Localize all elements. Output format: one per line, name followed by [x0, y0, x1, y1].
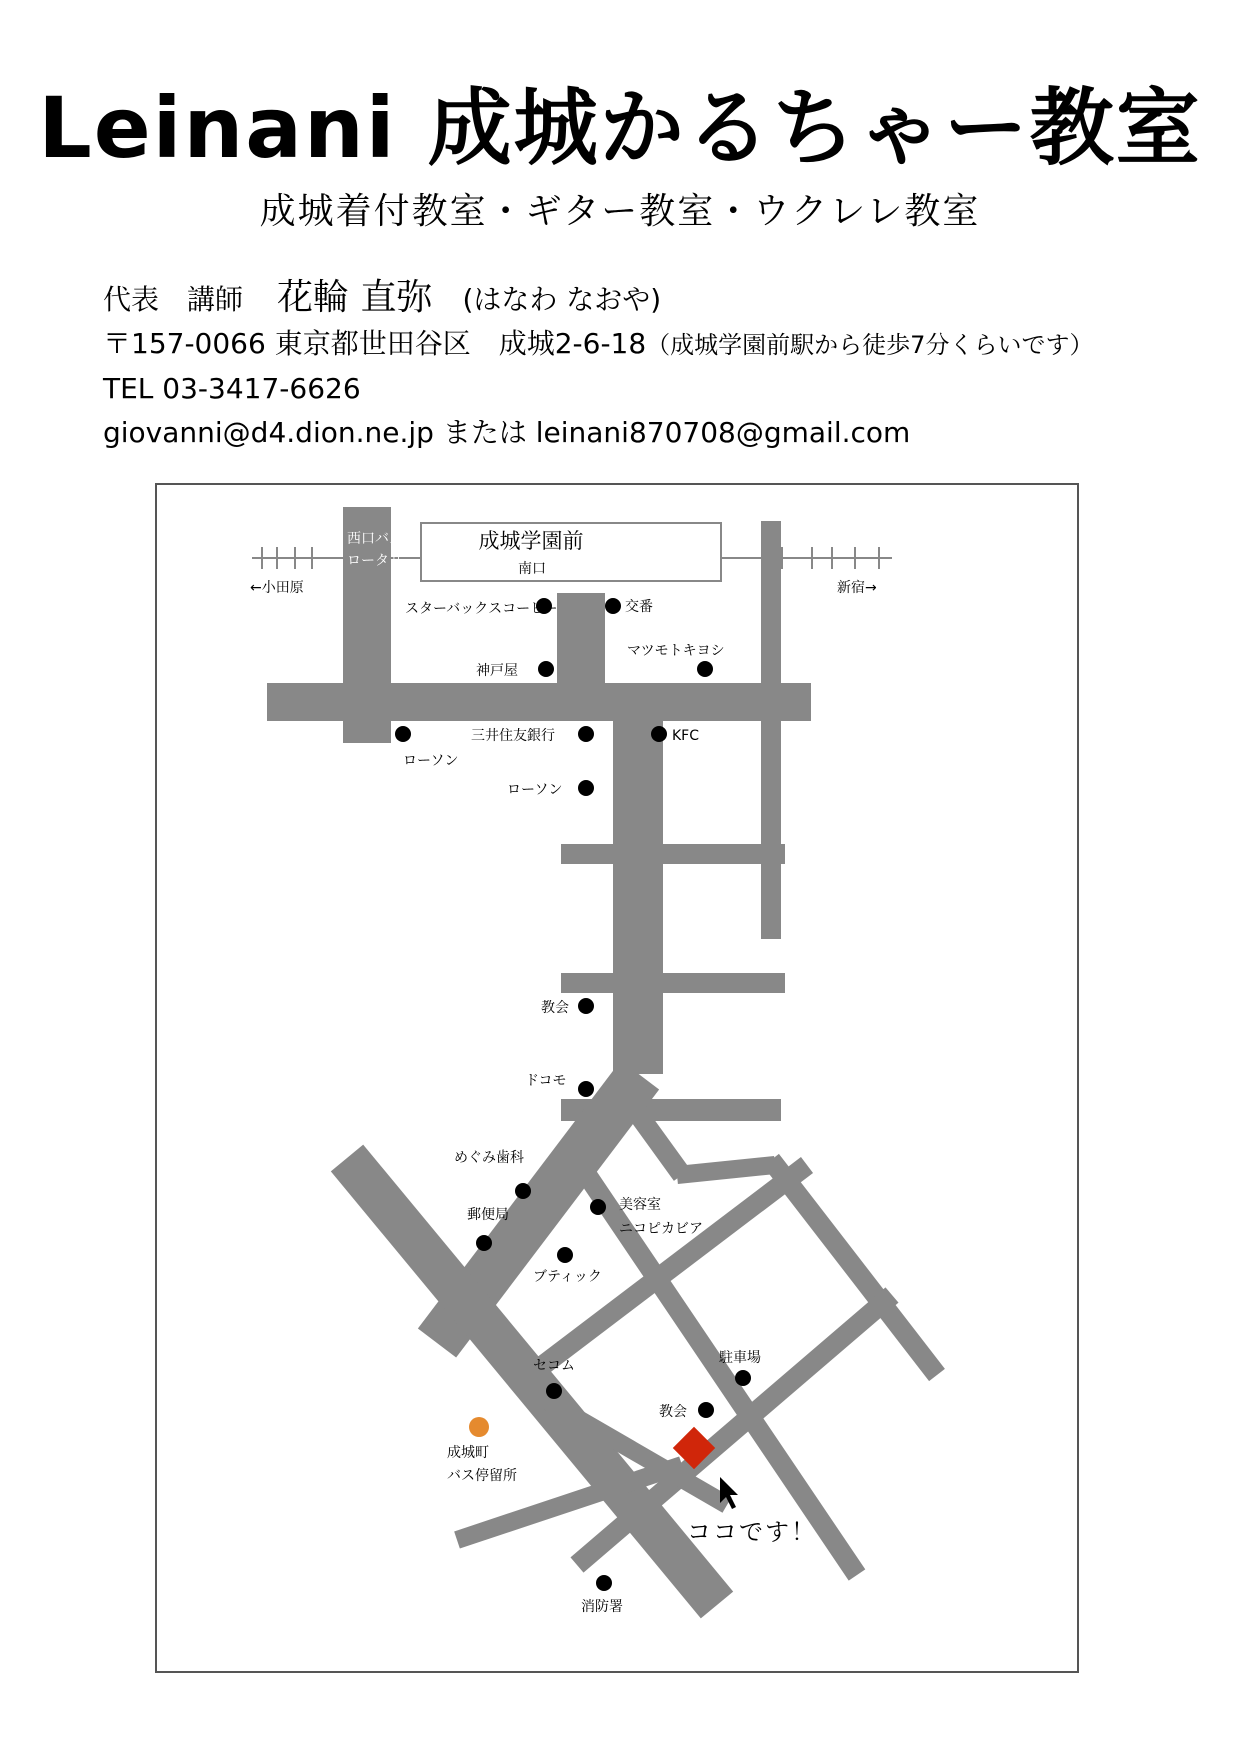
label-fire: 消防署 — [581, 1599, 623, 1615]
label-church1: 教会 — [541, 1000, 569, 1016]
label-salon1: 美容室 — [619, 1197, 661, 1213]
marker-parking — [735, 1370, 751, 1386]
label-salon2: ニコピカビア — [619, 1221, 703, 1237]
marker-lawson1 — [395, 726, 411, 742]
instructor-line — [103, 276, 1093, 322]
station-name: 成城学園前 — [478, 529, 584, 553]
marker-fire — [596, 1575, 612, 1591]
marker-docomo — [578, 1081, 594, 1097]
instructor-name-reading: (はなわ なおや) — [462, 283, 662, 316]
station-exit: 南口 — [518, 561, 546, 577]
map-svg — [157, 485, 1077, 1671]
marker-koban — [605, 598, 621, 614]
marker-bus-stop — [469, 1417, 489, 1437]
marker-matsumoto — [697, 661, 713, 677]
label-secom: セコム — [533, 1358, 575, 1374]
marker-megumi — [515, 1183, 531, 1199]
bus-rotary-label-2: ロータリー — [347, 553, 417, 569]
email-line[interactable]: giovanni@d4.dion.ne.jp または leinani870708@gmail.com — [103, 416, 911, 449]
label-mitsui: 三井住友銀行 — [471, 728, 555, 744]
label-bus-stop-1: 成城町 — [447, 1445, 489, 1461]
marker-kobeya — [538, 661, 554, 677]
label-boutique: ブティック — [533, 1269, 602, 1285]
marker-post — [476, 1235, 492, 1251]
postal-address: 〒157-0066 東京都世田谷区 成城2-6-18 — [103, 327, 647, 360]
marker-lawson2 — [578, 780, 594, 796]
label-starbucks: スターバックスコーヒー — [405, 601, 558, 617]
marker-secom — [546, 1383, 562, 1399]
marker-kfc — [651, 726, 667, 742]
label-church2: 教会 — [659, 1404, 687, 1420]
address-line — [103, 322, 1093, 367]
roads — [267, 507, 811, 1121]
access-note: （成城学園前駅から徒歩7分くらいです） — [646, 331, 1094, 359]
label-parking: 駐車場 — [719, 1350, 761, 1366]
label-lawson1: ローソン — [403, 753, 459, 769]
marker-church1 — [578, 998, 594, 1014]
tel-line[interactable]: TEL 03-3417-6626 — [103, 372, 361, 405]
label-lawson2: ローソン — [507, 782, 563, 798]
marker-mitsui — [578, 726, 594, 742]
bus-rotary-label-1: 西口バス — [347, 531, 403, 547]
destination-label: ココです！ — [687, 1518, 817, 1546]
direction-west: ←小田原 — [250, 580, 304, 596]
direction-east: 新宿→ — [837, 580, 877, 596]
label-matsumoto: マツモトキヨシ — [627, 643, 725, 659]
page-subtitle: 成城着付教室・ギター教室・ウクレレ教室 — [259, 191, 981, 232]
marker-boutique — [557, 1247, 573, 1263]
label-kobeya: 神戸屋 — [476, 663, 518, 679]
access-map — [155, 483, 1079, 1673]
label-kfc: KFC — [672, 728, 700, 744]
label-docomo: ドコモ — [525, 1073, 567, 1089]
marker-church2 — [698, 1402, 714, 1418]
contact-info — [103, 276, 1093, 455]
label-koban: 交番 — [625, 599, 653, 615]
label-post: 郵便局 — [467, 1207, 509, 1223]
instructor-name: 花輪 直弥 — [277, 277, 433, 318]
role-label: 代表 講師 — [103, 283, 244, 316]
label-megumi: めぐみ歯科 — [454, 1150, 524, 1166]
diagonal-roads — [347, 1075, 937, 1605]
page-title: Leinani 成城かるちゃー教室 — [38, 79, 1202, 177]
marker-salon — [590, 1199, 606, 1215]
label-bus-stop-2: バス停留所 — [447, 1468, 517, 1484]
